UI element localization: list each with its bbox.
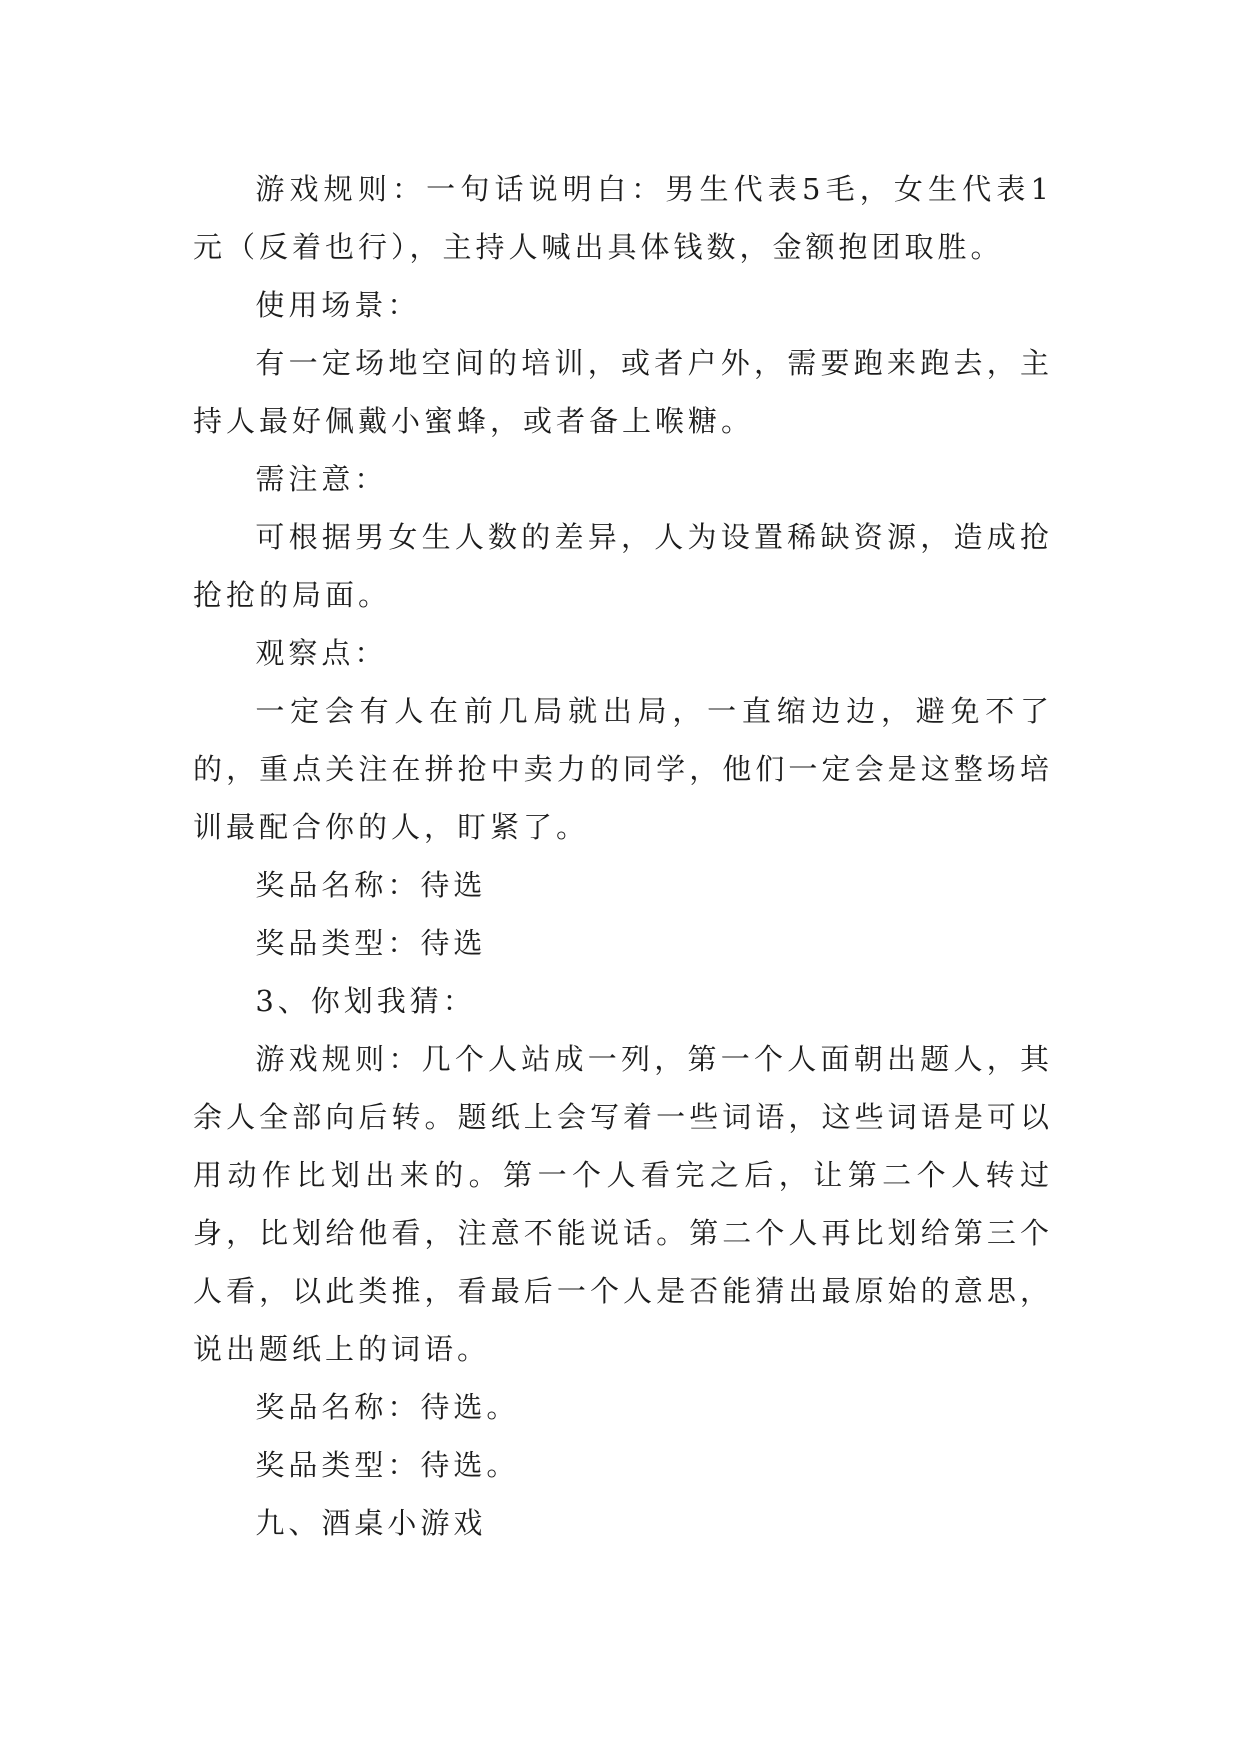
heading-usage-scenario: 使用场景： — [255, 288, 421, 322]
prize-type-1: 奖品类型：待选 — [255, 926, 487, 960]
prize-type-2: 奖品类型：待选。 — [255, 1448, 520, 1482]
document-body — [193, 160, 1053, 1552]
paragraph-game-rules-2: 游戏规则：几个人站成一列，第一个人面朝出题人，其余人全部向后转。题纸上会写着一些词语，这些词语是可以用动作比划出来的。第一个人看完之后，让第二个人转过身，比划给他看，注意不能说话。第二个人再比划给第三个人看，以此类推，看最后一个人是否能猜出最原始的意思，说出题纸上的词语。 — [193, 1042, 1053, 1366]
prize-name-1: 奖品名称：待选 — [255, 868, 487, 902]
prize-name-2: 奖品名称：待选。 — [255, 1390, 520, 1424]
paragraph-observation-points: 一定会有人在前几局就出局，一直缩边边，避免不了的，重点关注在拼抢中卖力的同学，他们一定会是这整场培训最配合你的人，盯紧了。 — [193, 694, 1053, 844]
paragraph-notes: 可根据男女生人数的差异，人为设置稀缺资源，造成抢抢抢的局面。 — [193, 520, 1053, 612]
heading-notes: 需注意： — [255, 462, 388, 496]
section-heading-drinking-games: 九、酒桌小游戏 — [255, 1506, 487, 1540]
paragraph-game-rules-1: 游戏规则：一句话说明白：男生代表5毛，女生代表1元（反着也行），主持人喊出具体钱数，金额抱团取胜。 — [193, 172, 1053, 264]
section-heading-draw-and-guess: 3、你划我猜： — [255, 984, 476, 1018]
paragraph-usage-scenario: 有一定场地空间的培训，或者户外，需要跑来跑去，主持人最好佩戴小蜜蜂，或者备上喉糖。 — [193, 346, 1053, 438]
heading-observation-points: 观察点： — [255, 636, 388, 670]
